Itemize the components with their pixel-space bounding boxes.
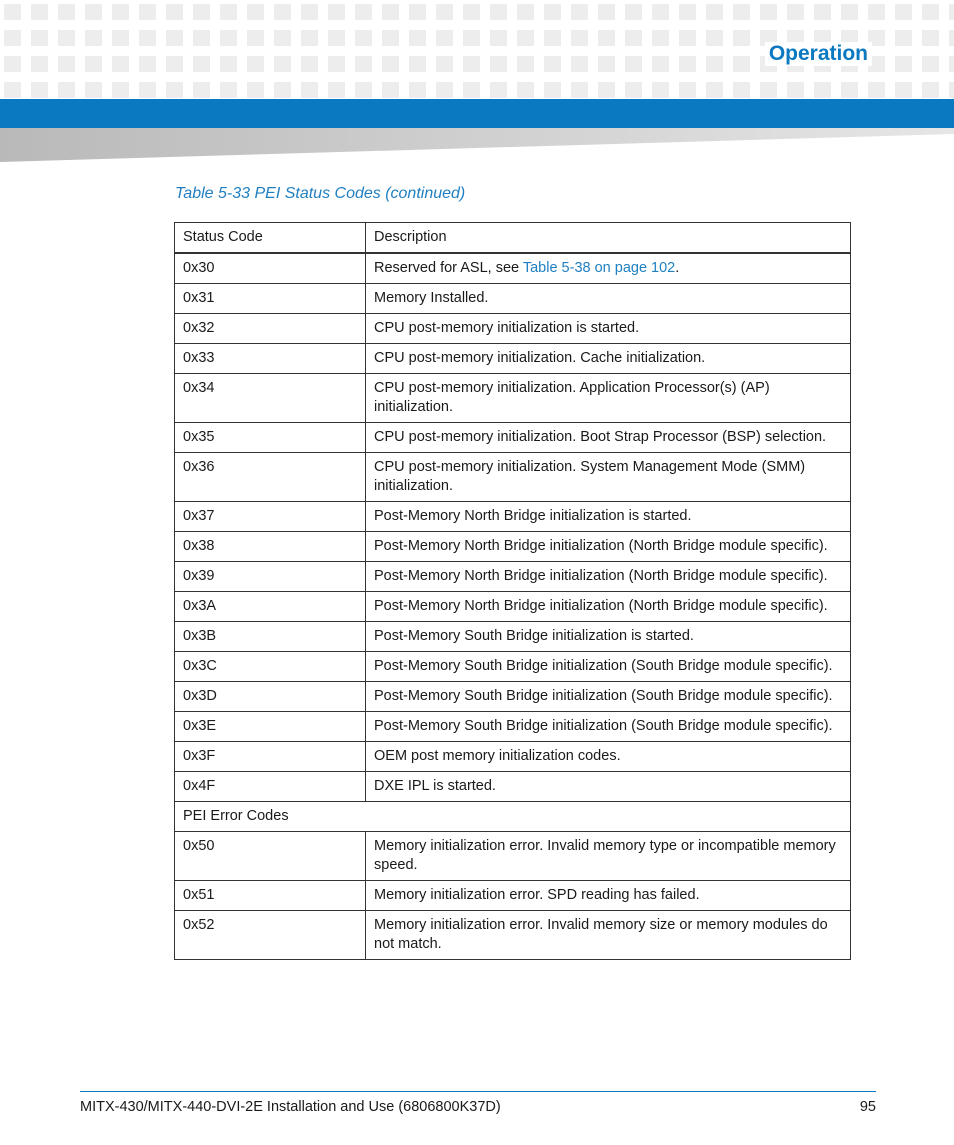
description-cell: CPU post-memory initialization. Application Processor(s) (AP) initialization. [366, 374, 851, 423]
description-cell: OEM post memory initialization codes. [366, 742, 851, 772]
status-code-cell: 0x34 [175, 374, 366, 423]
description-cell: Post-Memory South Bridge initialization (South Bridge module specific). [366, 682, 851, 712]
description-cell: Post-Memory North Bridge initialization is started. [366, 502, 851, 532]
header-blue-band [0, 99, 954, 128]
description-cell: CPU post-memory initialization. System Management Mode (SMM) initialization. [366, 453, 851, 502]
status-code-cell: 0x30 [175, 253, 366, 284]
table-row [175, 374, 851, 423]
description-text: . [675, 260, 680, 276]
table-row [175, 453, 851, 502]
table-row [175, 742, 851, 772]
status-code-cell: 0x36 [175, 453, 366, 502]
description-cell: CPU post-memory initialization. Boot Strap Processor (BSP) selection. [366, 423, 851, 453]
status-code-cell: 0x4F [175, 772, 366, 802]
description-cell: Post-Memory South Bridge initialization (South Bridge module specific). [366, 652, 851, 682]
table-caption: Table 5-33 PEI Status Codes (continued) [175, 185, 466, 202]
status-code-cell: 0x38 [175, 532, 366, 562]
pei-status-table [174, 222, 851, 960]
status-code-cell: 0x3B [175, 622, 366, 652]
table-row [175, 344, 851, 374]
table-row [175, 502, 851, 532]
description-text: Reserved for ASL, see [374, 260, 523, 276]
table-row [175, 622, 851, 652]
description-cell: Memory initialization error. SPD reading has failed. [366, 881, 851, 911]
description-cell [366, 253, 851, 284]
description-cell: Memory initialization error. Invalid memory size or memory modules do not match. [366, 911, 851, 960]
status-code-cell: 0x3F [175, 742, 366, 772]
description-cell: Post-Memory South Bridge initialization is started. [366, 622, 851, 652]
column-header-status-code: Status Code [175, 223, 366, 254]
description-cell: Post-Memory North Bridge initialization (North Bridge module specific). [366, 592, 851, 622]
status-code-cell: 0x3C [175, 652, 366, 682]
table-row [175, 284, 851, 314]
table-row [175, 911, 851, 960]
table-row [175, 532, 851, 562]
status-code-cell: 0x3A [175, 592, 366, 622]
description-cell: CPU post-memory initialization. Cache initialization. [366, 344, 851, 374]
table-row [175, 562, 851, 592]
footer-document-title: MITX-430/MITX-440-DVI-2E Installation and Use (6806800K37D) [80, 1099, 501, 1115]
status-code-cell: 0x35 [175, 423, 366, 453]
description-cell: Post-Memory North Bridge initialization (North Bridge module specific). [366, 562, 851, 592]
table-section-row [175, 802, 851, 832]
description-cell: Post-Memory South Bridge initialization (South Bridge module specific). [366, 712, 851, 742]
status-code-cell: 0x39 [175, 562, 366, 592]
table-row [175, 652, 851, 682]
description-cell: Memory Installed. [366, 284, 851, 314]
section-title: Operation [765, 42, 872, 66]
table-row [175, 253, 851, 284]
status-code-cell: 0x31 [175, 284, 366, 314]
header-grey-wedge [0, 128, 954, 164]
description-cell: DXE IPL is started. [366, 772, 851, 802]
table-row [175, 772, 851, 802]
description-cell: Memory initialization error. Invalid memory type or incompatible memory speed. [366, 832, 851, 881]
status-code-cell: 0x3D [175, 682, 366, 712]
table-row [175, 592, 851, 622]
status-code-cell: 0x52 [175, 911, 366, 960]
table-row [175, 423, 851, 453]
description-cell: CPU post-memory initialization is started. [366, 314, 851, 344]
cross-reference-link[interactable]: Table 5-38 on page 102 [522, 260, 676, 276]
table-row [175, 881, 851, 911]
footer-page-number: 95 [859, 1099, 876, 1115]
table-row [175, 314, 851, 344]
column-header-description: Description [366, 223, 851, 254]
table-row [175, 682, 851, 712]
section-label-cell: PEI Error Codes [175, 802, 851, 832]
status-code-cell: 0x33 [175, 344, 366, 374]
status-code-cell: 0x51 [175, 881, 366, 911]
status-code-cell: 0x3E [175, 712, 366, 742]
table-row [175, 712, 851, 742]
table-row [175, 832, 851, 881]
table-header-row [175, 223, 851, 254]
description-cell: Post-Memory North Bridge initialization (North Bridge module specific). [366, 532, 851, 562]
status-code-cell: 0x32 [175, 314, 366, 344]
status-code-cell: 0x37 [175, 502, 366, 532]
status-code-cell: 0x50 [175, 832, 366, 881]
footer-rule [80, 1091, 876, 1092]
